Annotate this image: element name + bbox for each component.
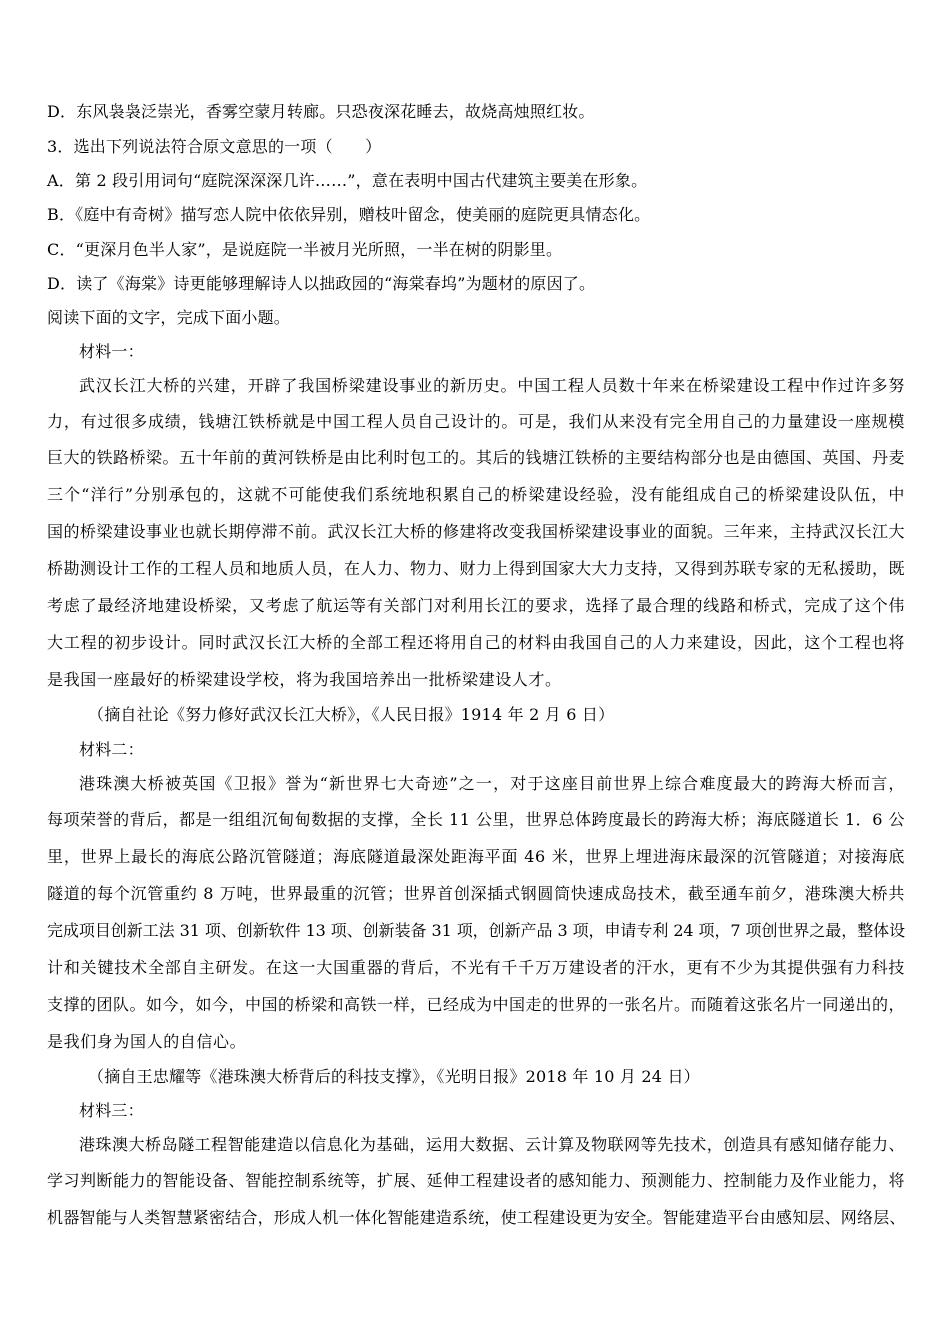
material-1-heading: 材料一： (79, 342, 144, 361)
material-1-line: 大工程的初步设计。同时武汉长江大桥的全部工程还将用自己的材料由我国自己的人力来建设，因此，这个工程也将 (47, 633, 905, 652)
material-1-line: 三个“洋行”分别承包的，这就不可能使我们系统地积累自己的桥梁建设经验，没有能组成自己的桥梁建设队伍，中 (47, 485, 905, 504)
material-2-line: 隧道的每个沉管重约 8 万吨，世界最重的沉管；世界首创深插式钢圆筒快速成岛技术，截至通车前夕，港珠澳大桥共 (47, 884, 905, 903)
material-1-line: 武汉长江大桥的兴建，开辟了我国桥梁建设事业的新历史。中国工程人员数十年来在桥梁建设工程中作过许多努 (79, 376, 905, 395)
material-1-line: 考虑了最经济地建设桥梁，又考虑了航运等有关部门对利用长江的要求，选择了最合理的线路和桥式，完成了这个伟 (47, 596, 905, 615)
material-1-line: 桥勘测设计工作的工程人员和地质人员，在人力、物力、财力上得到国家大大力支持，又得到苏联专家的无私援助，既 (47, 559, 906, 578)
material-2-line: 每项荣誉的背后，都是一组组沉甸甸数据的支撑，全长 11 公里，世界总体跨度最长的跨海大桥；海底隧道长 1．6 公 (47, 810, 905, 829)
reading-instruction: 阅读下面的文字，完成下面小题。 (47, 308, 291, 327)
material-3-line: 学习判断能力的智能设备、智能控制系统等，扩展、延伸工程建设者的感知能力、预测能力、控制能力及作业能力，将 (47, 1171, 906, 1190)
material-2-source: （摘自王忠耀等《港珠澳大桥背后的科技支撑》，《光明日报》2018 年 10 月 24 日） (88, 1067, 700, 1086)
material-1-line: 是我国一座最好的桥梁建设学校，将为我国培养出一批桥梁建设人才。 (47, 670, 562, 689)
material-1-source: （摘自社论《努力修好武汉长江大桥》，《人民日报》1914 年 2 月 6 日） (88, 705, 615, 724)
material-2-line: 支撑的团队。如今，如今，中国的桥梁和高铁一样，已经成为中国走的世界的一张名片。而随着这张名片一同递出的， (47, 995, 906, 1014)
material-2-heading: 材料二： (79, 740, 144, 759)
material-2-line: 完成项目创新工法 31 项、创新软件 13 项、创新装备 31 项，创新产品 3 项，申请专利 24 项，7 项创世界之最，整体设 (47, 921, 905, 940)
q3-option-a: A．第 2 段引用词句“庭院深深深几许……”，意在表明中国古代建筑主要美在形象。 (47, 171, 648, 190)
material-1-line: 巨大的铁路桥梁。五十年前的黄河铁桥是由比利时包工的。其后的钱塘江铁桥的主要结构部分也是由德国、英国、丹麦 (47, 448, 906, 467)
material-3-line: 港珠澳大桥岛隧工程智能建造以信息化为基础，运用大数据、云计算及物联网等先技术，创造具有感知储存能力、 (79, 1135, 905, 1154)
q3-option-b: B．《庭中有奇树》描写恋人院中依依异别，赠枝叶留念，使美丽的庭院更具情态化。 (47, 205, 651, 224)
material-3-heading: 材料三： (79, 1101, 144, 1120)
q3-option-c: C．“更深月色半人家”，是说庭院一半被月光所照，一半在树的阴影里。 (47, 240, 563, 259)
material-2-line: 计和关键技术全部自主研发。在这一大国重器的背后，不光有千千万万建设者的汗水，更有不少为其提供强有力科技 (47, 958, 905, 977)
material-2-line: 港珠澳大桥被英国《卫报》誉为“新世界七大奇迹”之一，对于这座目前世界上综合难度最大的跨海大桥而言， (79, 774, 905, 793)
material-3-line: 机器智能与人类智慧紧密结合，形成人机一体化智能建造系统，使工程建设更为安全。智能建造平台由感知层、网络层、 (47, 1208, 906, 1227)
q2-option-d: D．东风袅袅泛崇光，香雾空蒙月转廊。只恐夜深花睡去，故烧高烛照红妆。 (47, 102, 595, 121)
q3-stem: 3．选出下列说法符合原文意思的一项（ ） (47, 137, 382, 156)
q3-option-d: D．读了《海棠》诗更能够理解诗人以拙政园的“海棠春坞”为题材的原因了。 (47, 274, 596, 293)
material-1-line: 力，有过很多成绩，钱塘江铁桥就是中国工程人员自己设计的。可是，我们从来没有完全用自己的力量建设一座规模 (47, 412, 905, 431)
material-1-line: 国的桥梁建设事业也就长期停滞不前。武汉长江大桥的修建将改变我国桥梁建设事业的面貌。三年来，主持武汉长江大 (47, 522, 906, 541)
material-2-line: 里，世界上最长的海底公路沉管隧道；海底隧道最深处距海平面 46 米，世界上埋进海床最深的沉管隧道；对接海底 (47, 847, 905, 866)
material-2-line: 是我们身为国人的自信心。 (47, 1032, 247, 1051)
